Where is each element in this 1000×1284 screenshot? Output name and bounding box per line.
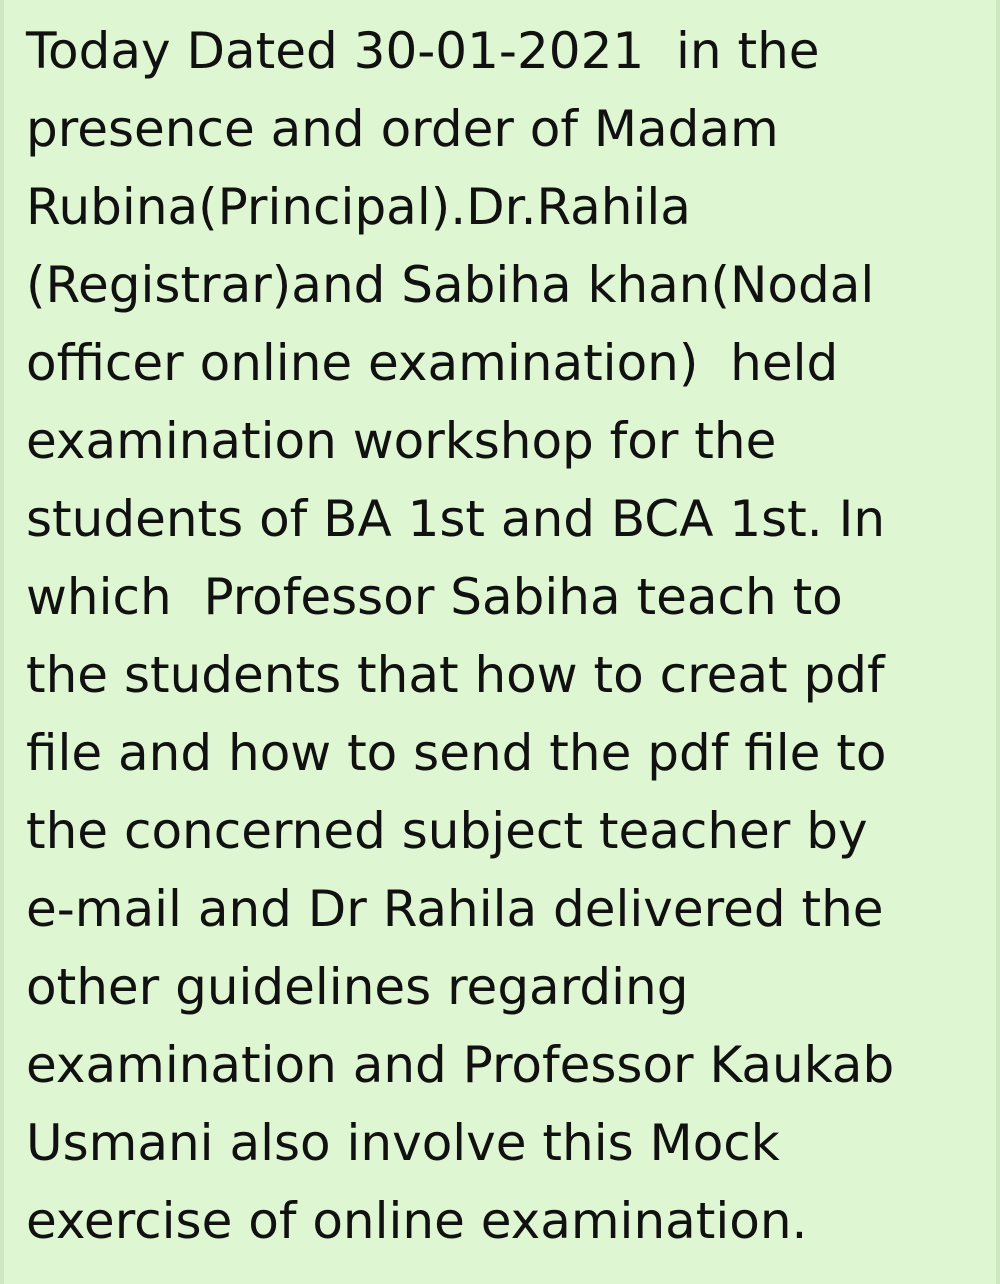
message-text — [26, 12, 996, 1260]
message-line: other guidelines regarding — [26, 958, 689, 1016]
message-line: (Registrar)and Sabiha khan(Nodal — [26, 256, 875, 314]
message-line: e-mail and Dr Rahila delivered the — [26, 880, 884, 938]
message-line: Rubina(Principal).Dr.Rahila — [26, 178, 691, 236]
message-line: the concerned subject teacher by — [26, 802, 868, 860]
message-line: which Professor Sabiha teach to — [26, 568, 843, 626]
message-line: examination and Professor Kaukab — [26, 1036, 895, 1094]
message-line: presence and order of Madam — [26, 100, 779, 158]
message-line: examination workshop for the — [26, 412, 777, 470]
message-line: file and how to send the pdf file to — [26, 724, 887, 782]
message-line: Usmani also involve this Mock — [26, 1114, 780, 1172]
message-line: officer online examination) held — [26, 334, 839, 392]
message-line: exercise of online examination. — [26, 1192, 808, 1250]
message-line: students of BA 1st and BCA 1st. In — [26, 490, 886, 548]
message-line: Today Dated 30-01-2021 in the — [26, 22, 820, 80]
message-line: the students that how to creat pdf — [26, 646, 885, 704]
